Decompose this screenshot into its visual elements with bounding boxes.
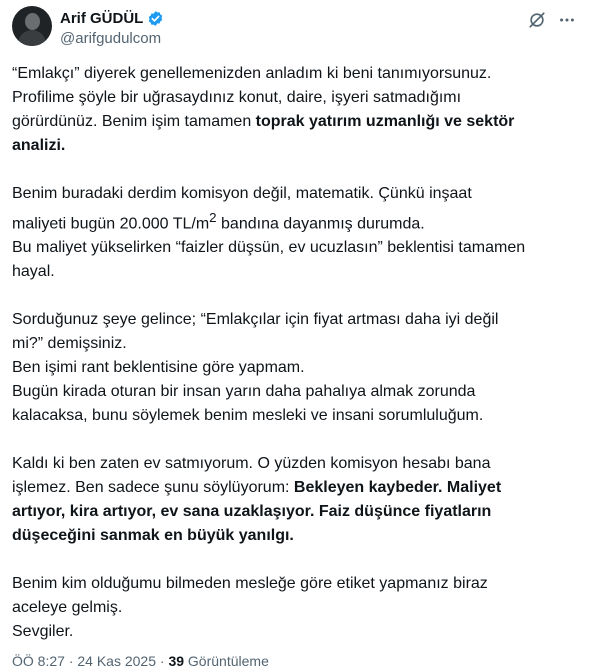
tweet-text-span: “Emlakçı” diyerek genellemenizden anladım ki beni tanımıyorsunuz. Profilime şöyle bir uğrasaydınız konut, daire, işyeri satmadığımı görürdünüz. Benim işim tamamen <box>12 65 492 130</box>
tweet-text-span: Kaldı ki ben zaten ev satmıyorum. O yüzden komisyon hesabı bana işlemez. Ben sadece şunu söylüyorum: <box>12 455 491 497</box>
avatar[interactable] <box>12 6 52 46</box>
tweet-paragraph-4 <box>12 452 577 548</box>
views-count[interactable]: 39 <box>168 653 185 669</box>
separator: · <box>68 653 74 669</box>
tweet-time[interactable]: ÖÖ 8:27 <box>12 653 65 669</box>
tweet-paragraph-2 <box>12 182 577 284</box>
avatar-body <box>18 30 46 46</box>
tweet-text-span: Benim buradaki derdim komisyon değil, matematik. Çünkü inşaat maliyeti bugün 20.000 TL/m <box>12 185 472 233</box>
tweet-paragraph-5: Benim kim olduğumu bilmeden mesleğe göre etiket yapmanız biraz aceleye gelmiş. Sevgiler. <box>12 575 488 641</box>
tweet-date[interactable]: 24 Kas 2025 <box>77 653 156 669</box>
tweet-text-span: bandına dayanmış durumda. Bu maliyet yükselirken “faizler düşsün, ev ucuzlasın” beklentisi tamamen hayal. <box>12 215 526 281</box>
author-handle[interactable]: @arifgudulcom <box>60 30 162 47</box>
tweet-bold-span: Bekleyen kaybeder. Maliyet artıyor, kira artıyor, ev sana uzaklaşıyor. Faiz düşünce fiyatların düşeceğini sanmak en büyük yanılgı. <box>12 479 502 545</box>
tweet-actions-top <box>517 10 577 30</box>
tweet-bold-span: toprak yatırım uzmanlığı ve sektör analizi. <box>12 113 515 154</box>
tweet-paragraph-1 <box>12 62 577 158</box>
superscript: 2 <box>209 210 217 225</box>
tweet-text <box>12 62 577 644</box>
separator: · <box>159 653 165 669</box>
more-icon[interactable] <box>557 10 577 30</box>
grok-icon[interactable] <box>527 10 547 30</box>
tweet-paragraph-3: Sorduğunuz şeye gelince; “Emlakçılar için fiyat artması daha iyi değil mi?” demişsiniz. Ben işimi rant beklentisine göre yapmam. Bugün kirada oturan bir insan yarın daha pahalıya almak zorunda kalacaksa, bunu söylemek benim mesleki ve insani sorumluluğum. <box>12 311 499 425</box>
author-display-name[interactable]: Arif GÜDÜL <box>60 9 144 27</box>
avatar-head <box>25 13 40 30</box>
views-label[interactable]: Görüntüleme <box>187 653 269 669</box>
author-name-row <box>60 8 164 28</box>
verified-badge-icon[interactable] <box>147 10 164 27</box>
